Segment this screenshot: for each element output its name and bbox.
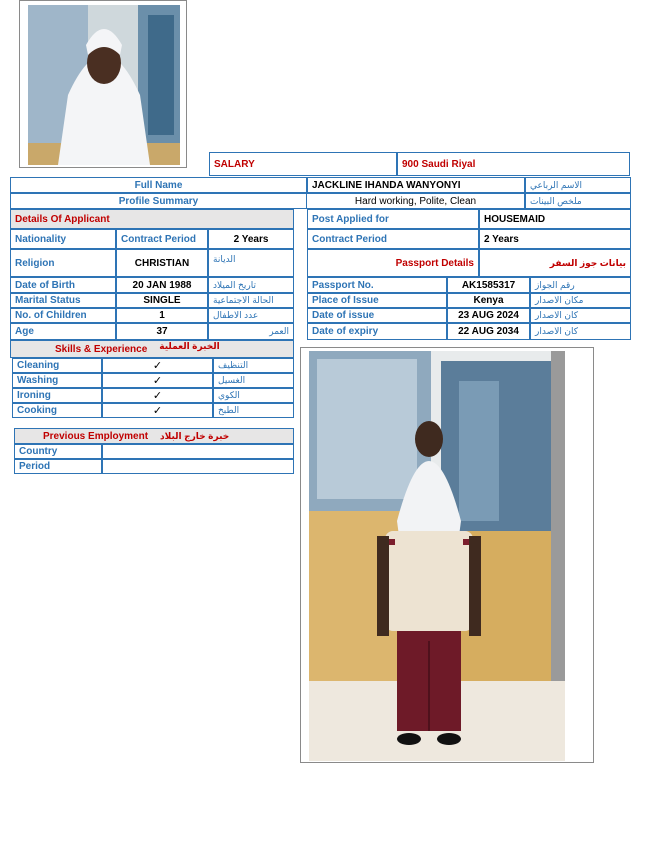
contract-period-label: Contract Period [116,229,208,249]
date-of-issue-arabic: كان الاصدار [530,308,631,323]
religion-label: Religion [10,249,116,277]
skill-ironing-arabic: الكوي [213,388,294,403]
portrait-photo-frame [19,0,187,168]
children-label: No. of Children [10,308,116,323]
salary-label: SALARY [209,152,397,176]
full-body-photo-frame [300,347,594,763]
place-of-issue-value: Kenya [447,293,530,308]
post-applied-value: HOUSEMAID [479,209,631,229]
marital-status-value: SINGLE [116,293,208,308]
dob-label: Date of Birth [10,277,116,293]
skills-header [10,340,294,358]
post-contract-period-label: Contract Period [307,229,479,249]
full-name-value: JACKLINE IHANDA WANYONYI [307,177,525,193]
date-of-expiry-label: Date of expiry [307,323,447,340]
contract-period-value: 2 Years [208,229,294,249]
marital-status-arabic: الحالة الاجتماعية [208,293,294,308]
profile-summary-label: Profile Summary [10,193,307,209]
profile-summary-value: Hard working, Polite, Clean [307,193,525,209]
passport-no-label: Passport No. [307,277,447,293]
religion-arabic: الديانة [208,249,294,277]
date-of-issue-label: Date of issue [307,308,447,323]
age-label: Age [10,323,116,340]
skill-washing-check: ✓ [102,373,213,388]
skill-cooking-arabic: الطبخ [213,403,294,418]
period-value [102,459,294,474]
salary-value: 900 Saudi Riyal [397,152,630,176]
skill-cooking-label: Cooking [12,403,102,418]
nationality-label: Nationality [10,229,116,249]
children-value: 1 [116,308,208,323]
skill-washing-arabic: الغسيل [213,373,294,388]
date-of-issue-value: 23 AUG 2024 [447,308,530,323]
full-name-arabic: الاسم الرباعي [525,177,631,193]
skills-title: Skills & Experience [55,343,148,355]
dob-value: 20 JAN 1988 [116,277,208,293]
dob-arabic: تاريخ الميلاد [208,277,294,293]
age-arabic: العمر [208,323,294,340]
passport-details-arabic: بيانات جوز السفر [479,249,631,277]
skills-title-arabic: الخبرة العملية [159,340,220,351]
full-name-label: Full Name [10,177,307,193]
full-body-photo [309,351,565,761]
details-of-applicant-header: Details Of Applicant [10,209,294,229]
marital-status-label: Marital Status [10,293,116,308]
profile-summary-arabic: ملخص البينات [525,193,631,209]
country-value [102,444,294,459]
skill-washing-label: Washing [12,373,102,388]
religion-value: CHRISTIAN [116,249,208,277]
children-arabic: عدد الاطفال [208,308,294,323]
skill-cleaning-check: ✓ [102,358,213,373]
passport-no-value: AK1585317 [447,277,530,293]
date-of-expiry-value: 22 AUG 2034 [447,323,530,340]
post-applied-label: Post Applied for [307,209,479,229]
place-of-issue-arabic: مكان الاصدار [530,293,631,308]
skill-ironing-label: Ironing [12,388,102,403]
portrait-photo [28,5,180,165]
passport-details-header: Passport Details [307,249,479,277]
period-label: Period [14,459,102,474]
passport-no-arabic: رقم الجواز [530,277,631,293]
age-value: 37 [116,323,208,340]
skill-cleaning-arabic: التنظيف [213,358,294,373]
post-contract-period-value: 2 Years [479,229,631,249]
skill-cooking-check: ✓ [102,403,213,418]
previous-employment-header [14,428,294,444]
skill-ironing-check: ✓ [102,388,213,403]
country-label: Country [14,444,102,459]
place-of-issue-label: Place of Issue [307,293,447,308]
previous-employment-title: Previous Employment [43,430,149,442]
skill-cleaning-label: Cleaning [12,358,102,373]
date-of-expiry-arabic: كان الاصدار [530,323,631,340]
previous-employment-arabic: خبرة خارج البلاد [160,430,230,441]
